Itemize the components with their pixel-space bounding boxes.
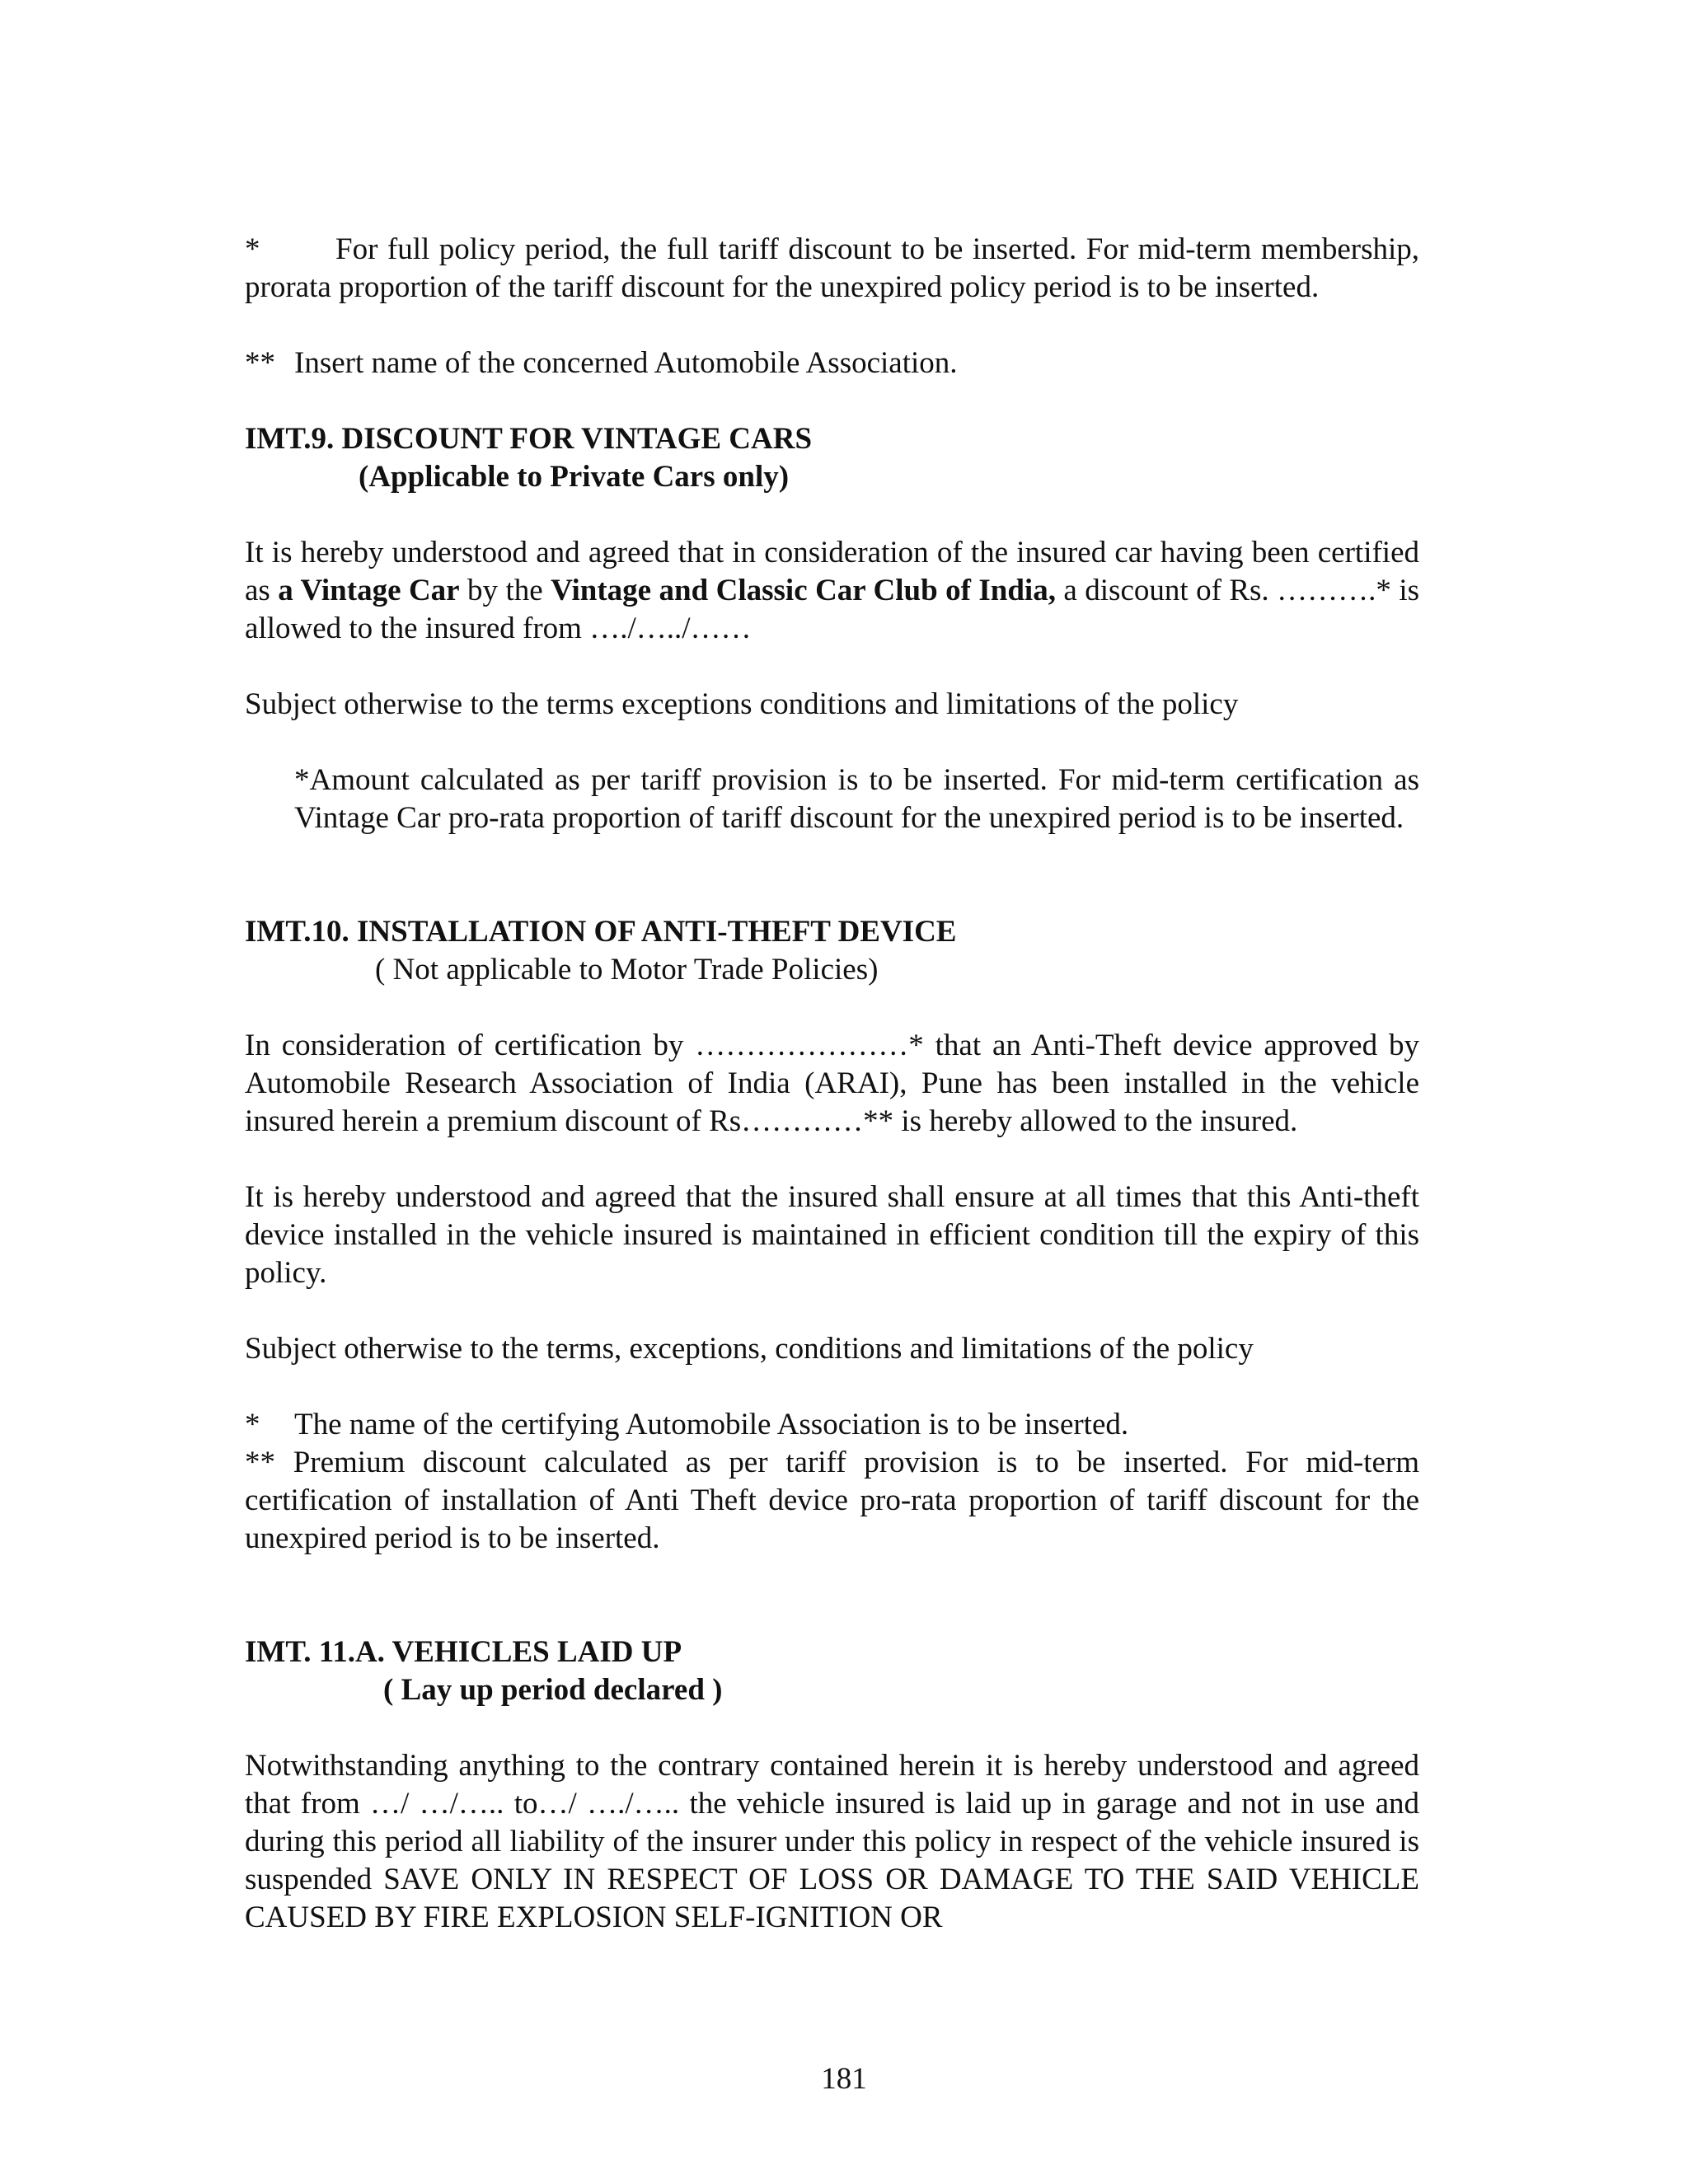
note-marker: ** — [245, 1446, 275, 1479]
imt10-subject: Subject otherwise to the terms, exceptions, conditions and limitations of the policy — [245, 1332, 1254, 1366]
note-text: For full policy period, the full tariff discount to be inserted. For mid-term membership, prorata proportion of the tariff discount for the unexpired policy period is to be inserted. — [245, 232, 1419, 304]
note-insert-name — [245, 344, 1419, 382]
imt9-subheading: (Applicable to Private Cars only) — [359, 460, 790, 494]
note-text: Insert name of the concerned Automobile Association. — [294, 346, 958, 380]
imt11a-heading: IMT. 11.A. VEHICLES LAID UP — [245, 1635, 682, 1669]
imt10-note2 — [245, 1444, 1419, 1558]
imt10-subheading: ( Not applicable to Motor Trade Policies) — [375, 953, 879, 987]
imt9-body-text: It is hereby understood and agreed that in consideration of the insured car having been certified as — [245, 536, 1419, 607]
note-marker: ** — [245, 346, 275, 380]
note-marker: * — [245, 1408, 260, 1441]
imt9-subject: Subject otherwise to the terms exceptions conditions and limitations of the policy — [245, 687, 1239, 721]
imt10-heading: IMT.10. INSTALLATION OF ANTI-THEFT DEVICE — [245, 915, 957, 949]
imt10-para2: It is hereby understood and agreed that the insured shall ensure at all times that this Anti-theft device installed in the vehicle insured is maintained in efficient condition till the expiry of this policy. — [245, 1180, 1419, 1290]
imt9-heading: IMT.9. DISCOUNT FOR VINTAGE CARS — [245, 422, 813, 456]
imt11a-subheading: ( Lay up period declared ) — [383, 1673, 723, 1707]
document-page — [245, 231, 1419, 1937]
imt10-para1: In consideration of certification by …………………* that an Anti-Theft device approved by Automobile Research Association of India (ARAI), Pune has been installed in the vehicle insured herein a premium discount of Rs…………** is hereby allowed to the insured. — [245, 1029, 1419, 1138]
imt9-footnote: *Amount calculated as per tariff provision is to be inserted. For mid-term certification as Vintage Car pro-rata proportion of tariff discount for the unexpired period is to be inserted. — [294, 763, 1419, 835]
page-number: 181 — [821, 2062, 867, 2096]
imt9-body — [245, 534, 1419, 648]
imt9-body-text: by the — [459, 574, 551, 607]
imt11a-para1: Notwithstanding anything to the contrary contained herein it is hereby understood and agreed that from …/ …/….. to…/ …./….. the vehicle insured is laid up in garage and not in use and during this period all liability of the insurer under this policy in respect of the vehicle insured is suspended SAVE ONLY IN RESPECT OF LOSS OR DAMAGE TO THE SAID VEHICLE CAUSED BY FIRE EXPLOSION SELF-IGNITION OR — [245, 1749, 1419, 1934]
note-text: Premium discount calculated as per tariff provision is to be inserted. For mid-term certification of installation of Anti Theft device pro-rata proportion of tariff discount for the unexpired period is to be inserted. — [245, 1446, 1420, 1555]
note-text: The name of the certifying Automobile Association is to be inserted. — [294, 1408, 1129, 1441]
note-marker: * — [245, 232, 260, 266]
imt10-note1 — [245, 1406, 1419, 1444]
imt9-body-bold: Vintage and Classic Car Club of India, — [551, 574, 1056, 607]
imt9-body-text: a discount of Rs. ……….* is allowed to the insured from …./…../…… — [245, 574, 1420, 645]
imt9-body-bold: a Vintage Car — [278, 574, 460, 607]
note-full-policy — [245, 231, 1419, 307]
